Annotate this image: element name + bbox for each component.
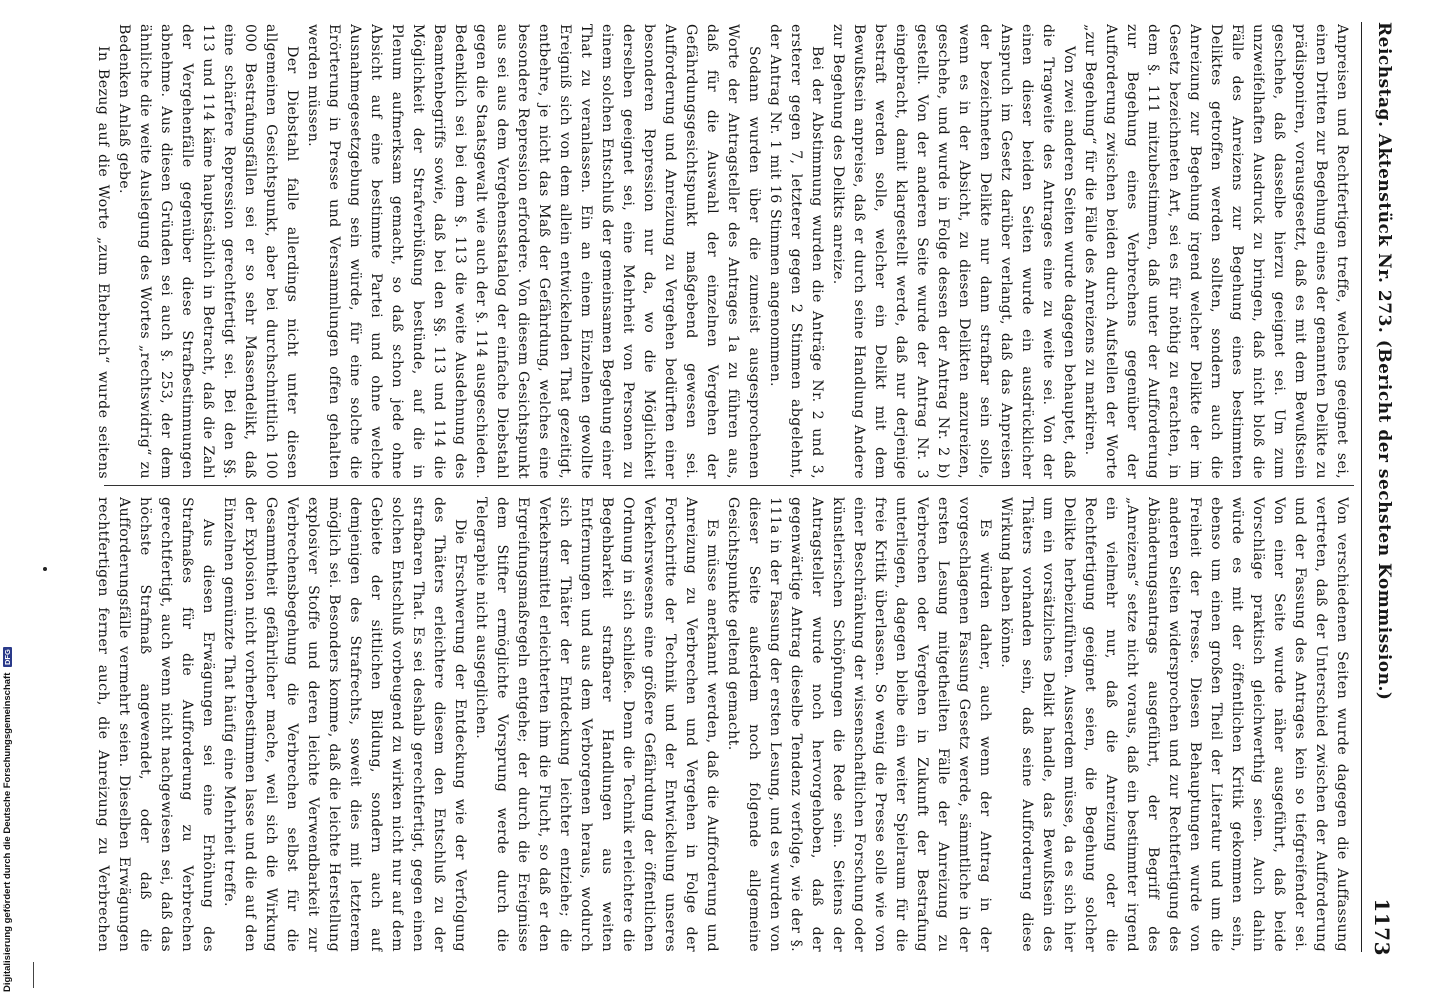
paragraph: Von verschiedenen Seiten wurde dagegen die Auffassung vertreten, daß der Unterschied zwischen der Aufforderung und der Fassung des Antrages kein so tiefgreifender sei. Von einer Seite wurde näher ausgeführt, daß beide Vorschläge praktisch gleichwerthig seien. Auch dahin würde es mit der öffentlichen Kritik gekommen sein, ebenso um einen großen Theil der Literatur und um die Freiheit der Presse. Diesen Behauptungen wurde von anderen Seiten widersprochen und zur Rechtfertigung des Abänderungsantrags ausgeführt, der Begriff des „Anreizens“ setze nicht voraus, daß ein bestimmter irgend ein vielmehr nur, daß die Anreizung oder die Rechtfertigung geeignet seien, die Begehung solcher Delikte herbeizuführen. Ausserdem müsse, da es sich hier um ein vorsätzliches Delikt handle, das Bewußtsein des Thäters vorhanden sein, daß seine Aufforderung diese Wirkung haben könne. xyxy=(998,497,1350,952)
page-number: 1173 xyxy=(1370,898,1394,956)
credit-text: Digitalisierung gefördert durch die Deutsche Forschungsgemeinschaft xyxy=(2,672,13,992)
margin-mark xyxy=(33,962,34,988)
paragraph: Es würden daher, auch wenn der Antrag in der vorgeschlagenen Fassung Gesetz werde, sämmtliche in der ersten Lesung mitgetheilten Fälle der Anreizung zu Verbrechen oder Vergehen in Zukunft der Bestrafung unterliegen, dagegen bleibe ein weiter Spielraum für die freie Kritik überlassen. So wenig die Presse solle wie von einer Beschränkung der wissenschaftlichen Forschung oder künstlerischen Schöpfungen die Rede sein. Seitens der Antragsteller wurde noch hervorgehoben, daß der gegenwärtige Antrag dieselbe Tendenz verfolge, wie der §. 111a in der Fassung der ersten Lesung, und es wurden von dieser Seite außerdem noch folgende allgemeine Gesichtspunkte geltend gemacht. xyxy=(725,497,993,952)
header-rule xyxy=(1361,22,1362,952)
paragraph: Anpreisen und Rechtfertigen treffe, welches geeignet sei, einen Dritten zur Begehung eines der genannten Delikte zu prädisponiren, vorausgesetzt, daß es mit dem Bewußtsein geschehe, daß dasselbe hierzu geeignet sei. Um zum unzweifelhaften Ausdruck zu bringen, daß nicht bloß die Fälle des Anreizens zur Begehung eines bestimmten Deliktes getroffen werden sollten, sondern auch die Anreizung zur Begehung irgend welcher Delikte der im Gesetz bezeichneten Art, sei es für nöthig zu erachten, in dem §. 111 mitzubestimmen, daß unter der Aufforderung zur Begehung eines Verbrechens gegenüber der Aufforderung zwischen beiden durch Aufstellen der Worte „zur Begehung“ für die Fälle des Anreizens zu markiren. xyxy=(1082,24,1350,479)
paragraph: Es müsse anerkannt werden, daß die Aufforderung und Anreizung zu Verbrechen und Vergehen in Folge der Fortschritte der Technik und der Entwickelung unseres Verkehrswesens eine größere Gefährdung der öffentlichen Ordnung in sich schließe. Denn die Technik erleichtere die Begehbarkeit strafbarer Handlungen aus weiten Entfernungen und aus dem Verborgenen heraus, wodurch sich der Thäter der Entdeckung leichter entziehe; die Verkehrsmittel erleichterten ihm die Flucht, so daß er den Ergreifungsmaßregeln entgehe; der durch die Ereignisse dem Stifter ermöglichte Vorsprung werde durch die Telegraphie nicht ausgeglichen. xyxy=(473,497,720,952)
paragraph: Der Diebstahl falle allerdings nicht unter diesen allgemeinen Gesichtspunkt, aber bei durchschnittlich 100 000 Bestrafungsfällen sei er so sehr Massendelikt, daß eine schärfere Repression gerechtfertigt sei. Bei den §§. 113 und 114 käme hauptsächlich in Betracht, daß die Zahl der Vergehenfälle gegenüber diese Strafbestimmungen abnehme. Aus diesen Gründen sei auch §. 253, der dem ähnliche die weite Auslegung des Wortes „rechtswidrig“ zu Bedenken Anlaß gebe. xyxy=(116,24,300,479)
paragraph: Die Erschwerung der Entdeckung wie der Verfolgung des Thäters erleichtere diesem den Entschluß zu der strafbaren That. Es sei deshalb gerechtfertigt, gegen einen solchen Entschluß vorbeugend zu wirken nicht nur auf dem Gebiete der sittlichen Bildung, sondern auch auf demjenigen des Strafrechts, soweit dies mit letzterem möglich sei. Besonders komme, daß die leichte Herstellung explosiver Stoffe und deren leichte Verwendbarkeit zur Verbrechensbegehung die Verbrechen selbst für die Gesammtheit gefährlicher mache, weil sich die Wirkung der Explosion nicht vorherbestimmen lasse und die auf den Einzelnen gemünzte That häufig eine Mehrheit treffe. xyxy=(221,497,468,952)
running-header xyxy=(1354,22,1394,962)
text-column-left xyxy=(92,497,1352,952)
digitization-credit xyxy=(2,647,13,992)
scan-speck xyxy=(43,567,47,571)
paragraph: In Bezug auf die Worte „zum Ehebruch“ wurde seitens xyxy=(95,46,111,479)
paragraph: Aus diesen Erwägungen sei eine Erhöhung des Strafmaßes für die Aufforderung zu Verbrechen gerechtfertigt, auch wenn nicht nachgewiesen sei, daß das höchste Strafmaß angewendet, oder daß die Aufforderungsfälle vermehrt seien. Dieselben Erwägungen rechtfertigen ferner auch, die Anreizung zu Verbrechen xyxy=(95,497,216,952)
text-column-right xyxy=(92,24,1352,479)
paragraph: Sodann wurden über die zumeist ausgesprochenen Worte der Antragsteller des Antrages 1a zu führen aus, daß für die Auswahl der einzelnen Vergehen der Gefährdungsgesichtspunkt maßgebend gewesen sei. Aufforderung und Anreizung zu Vergehen bedürften einer besonderen Repression nur da, wo die Möglichkeit derselben geeignet sei, eine Mehrheit von Personen zu einem solchen Entschluß der gemeinsamen Begehung einer That zu veranlassen. Ein an einem Einzelnen gewollte Ereigniß sich von dem allein entwickelnden That gezeitigt, entbehre, je nicht das Maß der Gefährdung, welches eine besondere Repression erfordere. Von diesem Gesichtspunkt aus sei aus dem Vergehensstatalog der einfache Diebstahl gegen die Staatsgewalt wie auch der §. 114 ausgeschieden. Bedenklich sei bei dem §. 113 die weite Ausdehnung des Beamtenbegriffs sowie, daß bei den §§. 113 und 114 die Möglichkeit der Strafverbüßung bestünde, auf die in Plenum aufmerksam gemacht, so daß schon jede ohne Absicht auf eine bestimmte Partei und ohne welche Ausnahmegesetzgebung sein würde, für eine solche die Erörterung in Presse und Versammlungen offen gehalten werden müssen. xyxy=(305,24,762,479)
paragraph: Bei der Abstimmung wurden die Anträge Nr. 2 und 3, ersterer gegen 7, letzterer gegen 2 Stimmen abgelehnt, der Antrag Nr. 1 mit 16 Stimmen angenommen. xyxy=(767,24,825,479)
paragraph: Von zwei anderen Seiten wurde dagegen behauptet, daß die Tragweite des Antrages eine zu weite sei. Von der einen dieser beiden Seiten wurde ein ausdrücklicher Anspruch im Gesetz darüber verlangt, daß das Anpreisen der bezeichneten Delikte nur dann strafbar sein solle, wenn es in der Absicht, zu diesen Delikten anzureizen, geschehe, und wurde in Folge dessen der Antrag Nr. 2 b) gestellt. Von der anderen Seite wurde der Antrag Nr. 3 eingebracht, damit klargestellt werde, daß nur derjenige bestraft werden solle, welcher ein Delikt mit dem Bewußtsein anpreise, daß er durch seine Handlung Andere zur Begehung des Delikts anreize. xyxy=(830,24,1077,479)
dfg-logo-icon: DFG xyxy=(3,649,12,665)
column-divider xyxy=(104,485,1354,486)
running-head-title: Reichstag. Aktenstück Nr. 273. (Bericht der sechsten Kommission.) xyxy=(1374,22,1394,701)
scanned-page xyxy=(95,12,1400,972)
